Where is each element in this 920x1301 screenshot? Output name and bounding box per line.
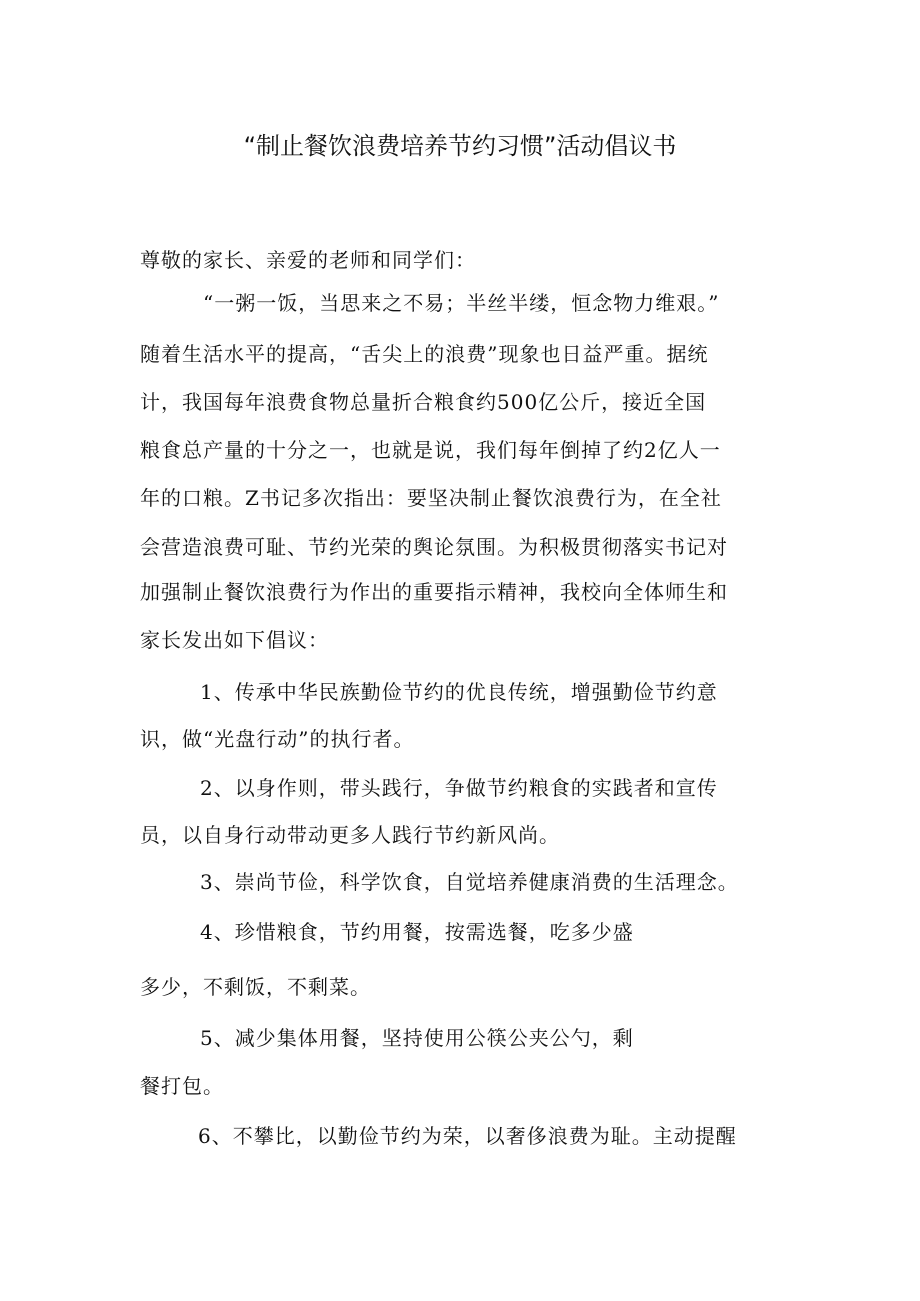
- intro-line: “一粥一饭，当思来之不易；半丝半缕，恒念物力维艰。”: [203, 291, 720, 315]
- intro-line: 家长发出如下倡议：: [140, 628, 329, 652]
- intro-line: 会营造浪费可耻、节约光荣的舆论氛围。为积极贯彻落实书记对: [140, 535, 728, 559]
- proposal-item-1-line: 识，做“光盘行动”的执行者。: [140, 727, 415, 751]
- proposal-item-3-line: 3、崇尚节俭，科学饮食，自觉培养健康消费的生活理念。: [200, 870, 739, 894]
- proposal-item-6-line: 6、不攀比，以勤俭节约为荣，以奢侈浪费为耻。主动提醒: [198, 1124, 737, 1148]
- intro-line: 加强制止餐饮浪费行为作出的重要指示精神，我校向全体师生和: [140, 580, 728, 604]
- document-title: “制止餐饮浪费培养节约习惯”活动倡议书: [243, 132, 677, 160]
- proposal-item-5-line: 餐打包。: [140, 1074, 224, 1098]
- intro-line: 年的口粮。Z书记多次指出：要坚决制止餐饮浪费行为，在全社: [140, 486, 722, 510]
- intro-line: 计，我国每年浪费食物总量折合粮食约500亿公斤，接近全国: [140, 390, 707, 414]
- salutation: 尊敬的家长、亲爱的老师和同学们：: [140, 248, 476, 272]
- intro-line: 粮食总产量的十分之一，也就是说，我们每年倒掉了约2亿人一: [140, 438, 721, 462]
- proposal-item-4-line: 多少，不剩饭，不剩菜。: [140, 975, 371, 999]
- proposal-item-4-line: 4、珍惜粮食，节约用餐，按需选餐，吃多少盛: [200, 920, 634, 944]
- intro-line: 随着生活水平的提高，“舌尖上的浪费”现象也日益严重。据统: [140, 342, 709, 366]
- proposal-item-5-line: 5、减少集体用餐，坚持使用公筷公夹公勺，剩: [200, 1026, 634, 1050]
- proposal-item-2-line: 员，以自身行动带动更多人践行节约新风尚。: [140, 823, 560, 847]
- proposal-item-1-line: 1、传承中华民族勤俭节约的优良传统，增强勤俭节约意: [200, 680, 718, 704]
- proposal-item-2-line: 2、以身作则，带头践行，争做节约粮食的实践者和宣传: [200, 776, 718, 800]
